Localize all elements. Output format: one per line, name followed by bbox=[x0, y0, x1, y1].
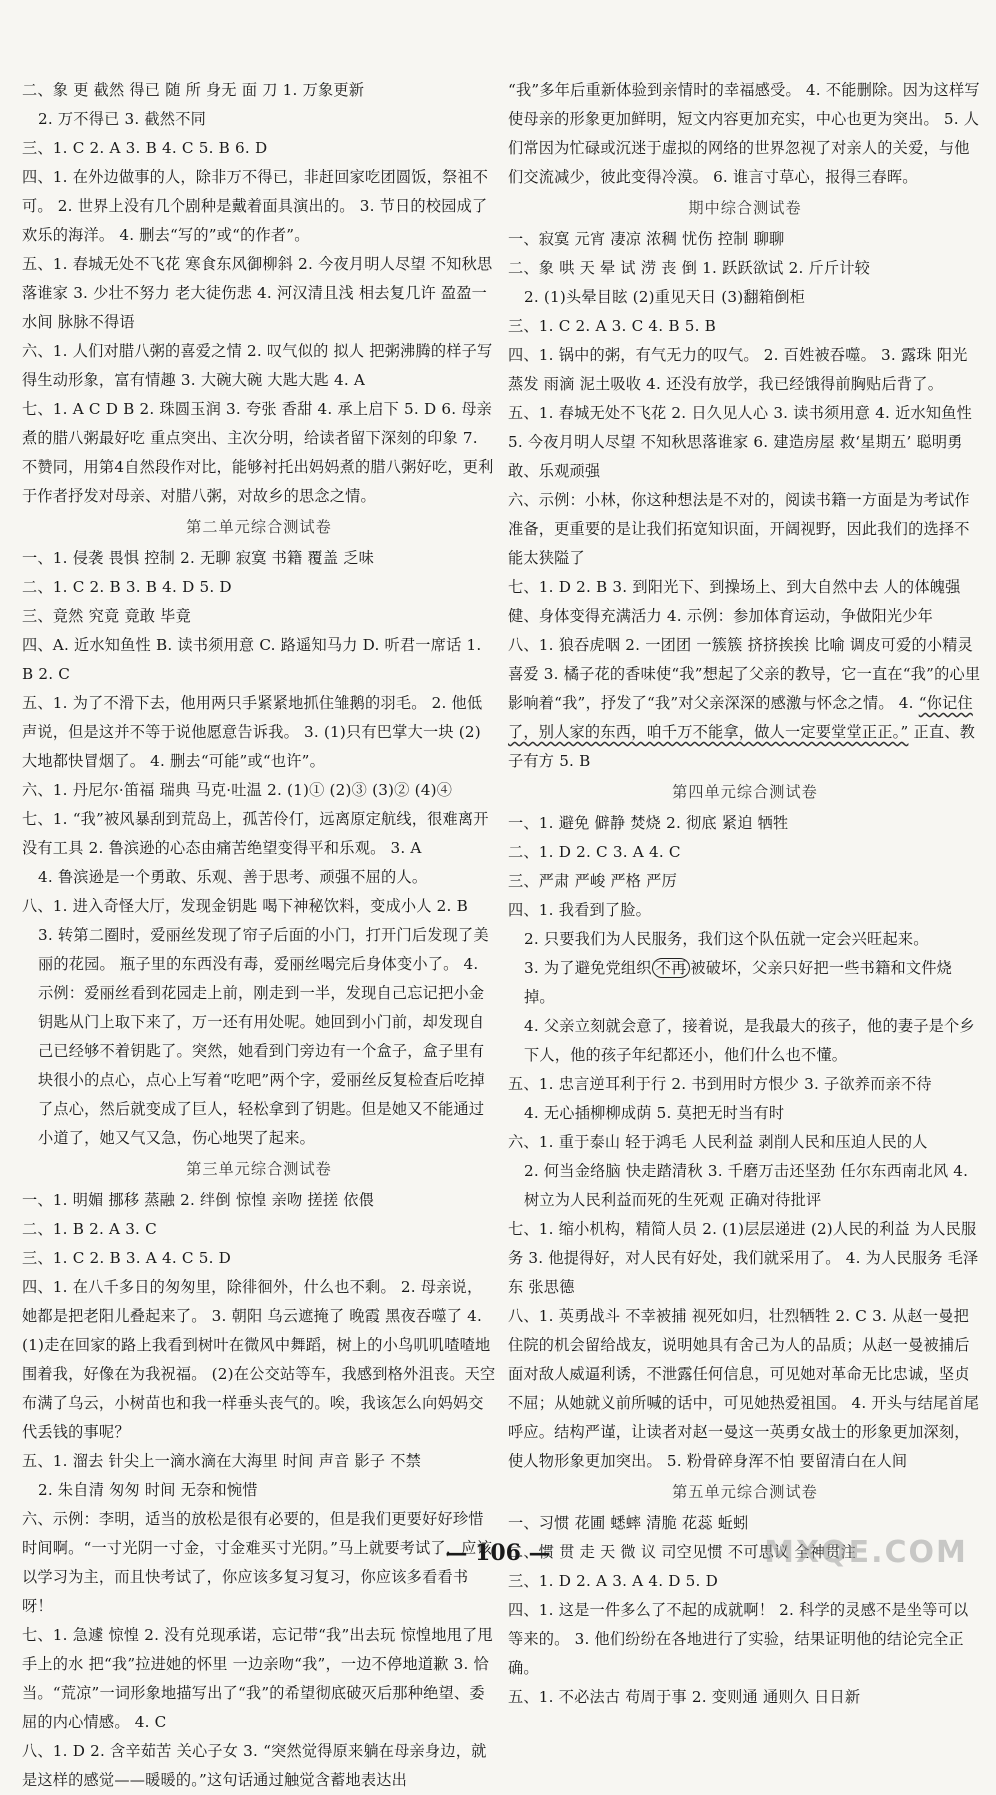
answer-line bbox=[22, 1186, 496, 1215]
answer-line bbox=[508, 867, 982, 896]
answer-text: 八、1. 狼吞虎咽 2. 一团团 一簇簇 挤挤挨挨 比喻 调皮可爱的小精灵 喜爱 3. 橘子花的香味使“我”想起了父亲的教导，它一直在“我”的心里影响着“我”，抒发了“我”对父亲深深的感激与怀念之情。 4. bbox=[508, 636, 981, 712]
answer-text: 五、1. 不必法古 苟周于事 2. 变则通 通则久 日日新 bbox=[508, 1688, 861, 1706]
answer-text: 三、1. C 2. A 3. B 4. C 5. B 6. D bbox=[22, 139, 268, 157]
answer-text: 一、1. 侵袭 畏惧 控制 2. 无聊 寂寞 书籍 覆盖 乏味 bbox=[22, 549, 375, 567]
answer-text: 五、1. 为了不滑下去，他用两只手紧紧地抓住雏鹅的羽毛。 2. 他低声说，但是这并不等于说他愿意告诉我。 3. (1)只有巴掌大一块 (2)大地都快冒烟了。 4. 删去“可能”或“也许”。 bbox=[22, 694, 483, 770]
answer-text: 三、严肃 严峻 严格 严厉 bbox=[508, 872, 677, 890]
underlined-quote: “你记住了，别人家的东西，咱千万不能拿，做人一定要堂堂正正。” bbox=[508, 694, 973, 741]
answer-line bbox=[22, 337, 496, 395]
answer-line bbox=[22, 134, 496, 163]
answer-text: 3. 为了避免党组织 bbox=[524, 959, 652, 977]
answer-line bbox=[22, 163, 496, 250]
answer-text: 三、1. D 2. A 3. A 4. D 5. D bbox=[508, 1572, 718, 1590]
answer-line bbox=[508, 925, 982, 954]
answer-line bbox=[22, 573, 496, 602]
answer-text: 三、竟然 究竟 竟敢 毕竟 bbox=[22, 607, 191, 625]
answer-line bbox=[508, 1683, 982, 1712]
answer-line bbox=[508, 1302, 982, 1476]
section-title: 期中综合测试卷 bbox=[688, 199, 802, 217]
answer-text: 四、1. 这是一件多么了不起的成就啊！ 2. 科学的灵感不是坐等可以等来的。 3. 他们纷纷在各地进行了实验，结果证明他的结论完全正确。 bbox=[508, 1601, 969, 1677]
answer-text: 七、1. A C D B 2. 珠圆玉润 3. 夸张 香甜 4. 承上启下 5. D 6. 母亲煮的腊八粥最好吃 重点突出、主次分明，给读者留下深刻的印象 7. 不赞同，用第4自然段作对比，能够衬托出妈妈煮的腊八粥好吃，更利于作者抒发对母亲、对腊八粥，对故乡的思念之情。 bbox=[22, 400, 494, 505]
answer-line bbox=[22, 1447, 496, 1476]
answer-text: 二、1. D 2. C 3. A 4. C bbox=[508, 843, 681, 861]
answer-line bbox=[508, 1099, 982, 1128]
answer-line bbox=[508, 573, 982, 631]
answer-line bbox=[508, 312, 982, 341]
answer-line bbox=[508, 631, 982, 776]
answer-text: 二、1. B 2. A 3. C bbox=[22, 1220, 157, 1238]
answer-text: 七、1. 缩小机构，精简人员 2. (1)层层递进 (2)人民的利益 为人民服务 3. 他提得好，对人民有好处，我们就采用了。 4. 为人民服务 毛泽东 张思德 bbox=[508, 1220, 979, 1296]
answer-line bbox=[508, 1596, 982, 1683]
page-number: — 106 — bbox=[445, 1540, 551, 1566]
watermark-logo: MXQE.COM bbox=[764, 1534, 968, 1570]
left-column bbox=[22, 76, 496, 1795]
answer-text: 七、1. 急遽 惊惶 2. 没有兑现承诺，忘记带“我”出去玩 惊惶地甩了甩手上的水 把“我”拉进她的怀里 一边亲吻“我”，一边不停地道歉 3. 恰当。“荒凉”一词形象地描写出了“我”的希望彻底破灭后那种绝望、委屈的内心情感。 4. C bbox=[22, 1626, 493, 1731]
answer-line bbox=[508, 809, 982, 838]
answer-line bbox=[508, 1128, 982, 1157]
answer-line bbox=[508, 1012, 982, 1070]
answer-text: 七、1. D 2. B 3. 到阳光下、到操场上、到大自然中去 人的体魄强健、身体变得充满活力 4. 示例：参加体育运动，争做阳光少年 bbox=[508, 578, 961, 625]
section-title: 第三单元综合测试卷 bbox=[186, 1160, 332, 1178]
answer-text: 一、1. 明媚 挪移 蒸融 2. 绊倒 惊惶 亲吻 搓搓 依偎 bbox=[22, 1191, 375, 1209]
answer-text: 八、1. 进入奇怪大厅，发现金钥匙 喝下神秘饮料，变成小人 2. B bbox=[22, 897, 468, 915]
answer-text: 一、1. 避免 僻静 焚烧 2. 彻底 紧迫 牺牲 bbox=[508, 814, 789, 832]
answer-line bbox=[22, 1476, 496, 1505]
answer-text: 八、1. D 2. 含辛茹苦 关心子女 3. “突然觉得原来躺在母亲身边，就是这样的感觉——暖暖的。”这句话通过触觉含蓄地表达出 bbox=[22, 1742, 487, 1789]
answer-line bbox=[22, 1621, 496, 1737]
answer-line bbox=[508, 254, 982, 283]
answer-line bbox=[22, 250, 496, 337]
answer-text: 4. 父亲立刻就会意了，接着说，是我最大的孩子，他的妻子是个乡下人，他的孩子年纪都还小，他们什么也不懂。 bbox=[524, 1017, 975, 1064]
answer-line bbox=[22, 631, 496, 689]
answer-line bbox=[508, 399, 982, 486]
answer-text: 五、1. 春城无处不飞花 2. 日久见人心 3. 读书须用意 4. 近水知鱼性 5. 今夜月明人尽望 不知秋思落谁家 6. 建造房屋 救‘星期五’ 聪明勇敢、乐观顽强 bbox=[508, 404, 973, 480]
answer-line bbox=[508, 954, 982, 1012]
answer-text: 四、1. 在外边做事的人，除非万不得已，非赶回家吃团圆饭，祭祖不可。 2. 世界上没有几个剧种是戴着面具演出的。 3. 节日的校园成了欢乐的海洋。 4. 删去“写的”或“的作者”。 bbox=[22, 168, 489, 244]
section-title: 第五单元综合测试卷 bbox=[672, 1483, 818, 1501]
answer-text: 二、象 哄 天 晕 试 涝 丧 倒 1. 跃跃欲试 2. 斤斤计较 bbox=[508, 259, 871, 277]
answer-line bbox=[22, 544, 496, 573]
answer-line bbox=[22, 805, 496, 863]
answer-text: 六、1. 人们对腊八粥的喜爱之情 2. 叹气似的 拟人 把粥沸腾的样子写得生动形象，富有情趣 3. 大碗大碗 大匙大匙 4. A bbox=[22, 342, 493, 389]
answer-line bbox=[508, 1215, 982, 1302]
answer-text: 二、惯 贯 走 天 微 议 司空见惯 不可思议 全神贯注 bbox=[508, 1543, 856, 1561]
answer-line bbox=[508, 486, 982, 573]
answer-text: 四、1. 我看到了脸。 bbox=[508, 901, 652, 919]
answer-text: 4. 鲁滨逊是一个勇敢、乐观、善于思考、顽强不屈的人。 bbox=[38, 868, 428, 886]
answer-text: 2. 何当金络脑 快走踏清秋 3. 千磨万击还坚劲 任尔东西南北风 4. 树立为人民利益而死的生死观 正确对待批评 bbox=[524, 1162, 969, 1209]
answer-text: “我”多年后重新体验到亲情时的幸福感受。 4. 不能删除。因为这样写使母亲的形象更加鲜明，短文内容更加充实，中心也更为突出。 5. 人们常因为忙碌或沉迷于虚拟的网络的世界忽视了对亲人的关爱，与他们交流减少，彼此变得冷漠。 6. 谁言寸草心，报得三春晖。 bbox=[508, 81, 980, 186]
answer-text: 七、1. “我”被风暴刮到荒岛上，孤苦伶仃，远离原定航线，很难离开 没有工具 2. 鲁滨逊的心态由痛苦绝望变得平和乐观。 3. A bbox=[22, 810, 489, 857]
answer-text: 3. 转第二圈时，爱丽丝发现了帘子后面的小门，打开门后发现了美丽的花园。 瓶子里的东西没有毒，爱丽丝喝完后身体变小了。 4. 示例：爱丽丝看到花园走上前，刚走到一半，发现自己忘记把小金钥匙从门上取下来了，万一还有用处呢。她回到小门前，却发现自己已经够不着钥匙了。突然，她看到门旁边有一个盒子，盒子里有块很小的点心，点心上写着“吃吧”两个字，爱丽丝反复检查后吃掉了点心，然后就变成了巨人，轻松拿到了钥匙。但是她又不能通过小道了，她又气又急，伤心地哭了起来。 bbox=[38, 926, 489, 1147]
answer-line bbox=[508, 1070, 982, 1099]
section-title: 第四单元综合测试卷 bbox=[672, 783, 818, 801]
answer-text: 二、1. C 2. B 3. B 4. D 5. D bbox=[22, 578, 232, 596]
right-column bbox=[508, 76, 982, 1712]
answer-text: 2. (1)头晕目眩 (2)重见天日 (3)翻箱倒柜 bbox=[524, 288, 805, 306]
answer-text: 一、寂寞 元宵 凄凉 浓稠 忧伤 控制 聊聊 bbox=[508, 230, 785, 248]
answer-line bbox=[508, 838, 982, 867]
answer-line bbox=[22, 689, 496, 776]
answer-line bbox=[22, 921, 496, 1153]
answer-text: 六、1. 重于泰山 轻于鸿毛 人民利益 剥削人民和压迫人民的人 bbox=[508, 1133, 928, 1151]
answer-line bbox=[508, 896, 982, 925]
answer-text: 2. 只要我们为人民服务，我们这个队伍就一定会兴旺起来。 bbox=[524, 930, 929, 948]
answer-text: 五、1. 溜去 针尖上一滴水滴在大海里 时间 声音 影子 不禁 bbox=[22, 1452, 421, 1470]
answer-text: 八、1. 英勇战斗 不幸被捕 视死如归，壮烈牺牲 2. C 3. 从赵一曼把住院的机会留给战友，说明她具有舍己为人的品质；从赵一曼被捕后面对敌人威逼利诱，不泄露任何信息，可见她对革命无比忠诚，坚贞不屈；从她就义前所喊的话中，可见她热爱祖国。 4. 开头与结尾首尾呼应。结构严谨，让读者对赵一曼这一英勇女战士的形象更加深刻，使人物形象更加突出。 5. 粉骨碎身浑不怕 要留清白在人间 bbox=[508, 1307, 980, 1470]
circled-word: 不再 bbox=[652, 958, 691, 978]
answer-text: 六、1. 丹尼尔·笛福 瑞典 马克·吐温 2. (1)① (2)③ (3)② (4)④ bbox=[22, 781, 453, 799]
answer-line bbox=[508, 1157, 982, 1215]
answer-text: 六、示例：李明，适当的放松是很有必要的，但是我们更要好好珍惜时间啊。“一寸光阴一寸金，寸金难买寸光阴。”马上就要考试了，应该以学习为主，而且快考试了，你应该多复习复习，你应该多看看书呀！ bbox=[22, 1510, 492, 1615]
answer-text: 五、1. 忠言逆耳利于行 2. 书到用时方恨少 3. 子欲养而亲不待 bbox=[508, 1075, 932, 1093]
answer-text: 四、1. 在八千多日的匆匆里，除徘徊外，什么也不剩。 2. 母亲说，她都是把老阳儿叠起来了。 3. 朝阳 乌云遮掩了 晚霞 黑夜吞噬了 4. (1)走在回家的路上我看到树叶在微风中舞蹈，树上的小鸟叽叽喳喳地围着我，好像在为我祝福。 (2)在公交站等车，我感到格外沮丧。天空布满了乌云，小树苗也和我一样垂头丧气的。唉，我该怎么向妈妈交代丢钱的事呢？ bbox=[22, 1278, 496, 1441]
answer-line bbox=[508, 225, 982, 254]
answer-line bbox=[22, 602, 496, 631]
answer-text: 六、示例：小林，你这种想法是不对的，阅读书籍一方面是为考试作准备，更重要的是让我们拓宽知识面，开阔视野，因此我们的选择不能太狭隘了 bbox=[508, 491, 970, 567]
answer-text: 四、A. 近水知鱼性 B. 读书须用意 C. 路遥知马力 D. 听君一席话 1. B 2. C bbox=[22, 636, 482, 683]
answer-line bbox=[22, 1273, 496, 1447]
answer-line bbox=[22, 1215, 496, 1244]
answer-line bbox=[22, 776, 496, 805]
section-title: 第二单元综合测试卷 bbox=[186, 518, 332, 536]
answer-text: 2. 万不得已 3. 截然不同 bbox=[38, 110, 206, 128]
answer-line bbox=[22, 395, 496, 511]
answer-text: 4. 无心插柳柳成荫 5. 莫把无时当有时 bbox=[524, 1104, 785, 1122]
answer-text-tail: 被破坏，父亲只好把一些书籍和文件烧掉。 bbox=[524, 959, 953, 1006]
answer-line bbox=[22, 76, 496, 105]
answer-line bbox=[22, 892, 496, 921]
answer-text: 三、1. C 2. A 3. C 4. B 5. B bbox=[508, 317, 717, 335]
answer-line bbox=[508, 341, 982, 399]
answer-line bbox=[22, 105, 496, 134]
answer-line bbox=[22, 863, 496, 892]
answer-line bbox=[508, 283, 982, 312]
answer-text: 二、象 更 截然 得已 随 所 身无 面 刀 1. 万象更新 bbox=[22, 81, 365, 99]
answer-line bbox=[22, 1737, 496, 1795]
answer-line bbox=[508, 76, 982, 192]
answer-text: 三、1. C 2. B 3. A 4. C 5. D bbox=[22, 1249, 232, 1267]
answer-text: 四、1. 锅中的粥，有气无力的叹气。 2. 百姓被吞噬。 3. 露珠 阳光蒸发 雨滴 泥土吸收 4. 还没有放学，我已经饿得前胸贴后背了。 bbox=[508, 346, 968, 393]
answer-text: 一、习惯 花圃 蟋蟀 清脆 花蕊 蚯蚓 bbox=[508, 1514, 749, 1532]
answer-text: 五、1. 春城无处不飞花 寒食东风御柳斜 2. 今夜月明人尽望 不知秋思落谁家 3. 少壮不努力 老大徒伤悲 4. 河汉清且浅 相去复几许 盈盈一水间 脉脉不得语 bbox=[22, 255, 493, 331]
answer-text-tail: 正直、教子有方 5. B bbox=[508, 723, 976, 770]
answer-line bbox=[22, 1244, 496, 1273]
answer-text: 2. 朱自清 匆匆 时间 无奈和惋惜 bbox=[38, 1481, 258, 1499]
